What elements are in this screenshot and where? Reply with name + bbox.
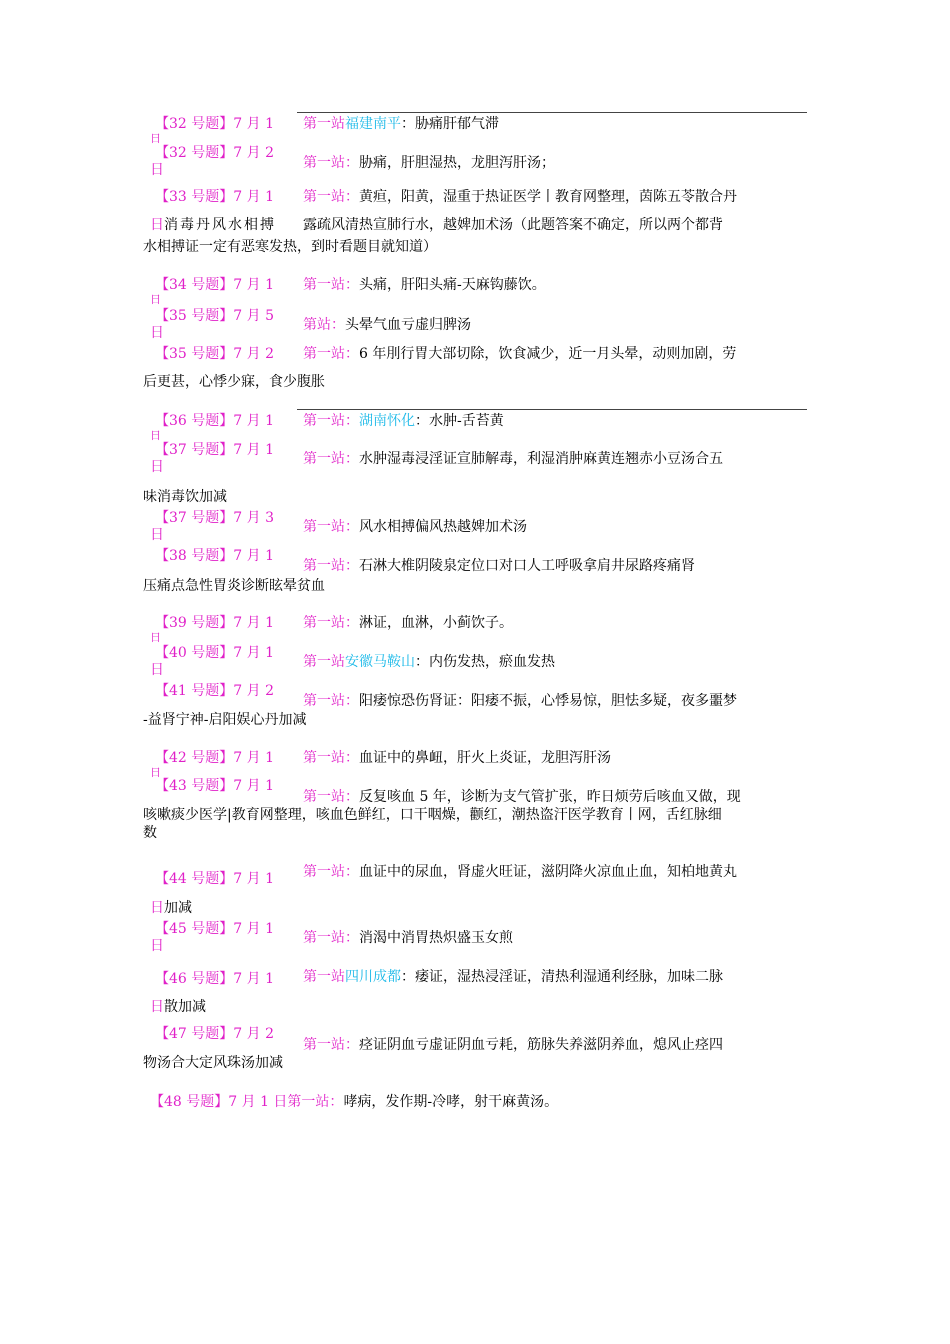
- answer-text: 水肿-舌苔黄: [429, 413, 504, 429]
- answer-line: [303, 345, 736, 363]
- question-label: 【39 号题】7 月 1: [155, 615, 274, 631]
- question-label: 【37 号题】7 月 3: [155, 510, 274, 526]
- answer-line: [303, 557, 695, 575]
- answer-text: 石淋大椎阴陵泉定位口对口人工呼吸拿肩井尿路疼痛肾: [359, 558, 695, 574]
- separator-line: [297, 409, 807, 410]
- station-place: 湖南怀化: [359, 413, 415, 429]
- answer-text: 6 年刖行胃大部切除，饮食减少，近一月头晕，动则加剧，劳: [359, 346, 737, 362]
- answer-text: 黄疸，阳黄，湿重于热证医学丨教育网整理，茵陈五苓散合丹: [359, 189, 737, 205]
- question-day: 日: [150, 938, 164, 954]
- station-place: 安徽马鞍山: [345, 654, 415, 670]
- separator-colon: ：: [415, 413, 429, 429]
- question-label: 【34 号题】7 月 1: [155, 277, 274, 293]
- station-label: 第一站：: [303, 451, 359, 467]
- station-label: 第一站：: [303, 413, 359, 429]
- question-label: 【42 号题】7 月 1: [155, 750, 274, 766]
- station-label: 第一站：: [303, 693, 359, 709]
- answer-line: [303, 115, 499, 133]
- answer-text: 风水相搏偏风热越婢加术汤: [359, 519, 527, 535]
- answer-line: [303, 412, 504, 430]
- answer-text: 反复咳血 5 年，诊断为支气管扩张，昨日烦劳后咳血又做，现: [359, 789, 741, 805]
- answer-text: 阳痿惊恐伤肾证：阳痿不振，心悸易惊，胆怯多疑，夜多噩梦: [359, 693, 737, 709]
- question-label: 【43 号题】7 月 1: [155, 778, 274, 794]
- separator-colon: ：: [401, 116, 415, 132]
- question-day: 日: [150, 631, 161, 644]
- answer-text: 痉证阴血亏虚证阴血亏耗，筋脉失养滋阴养血，熄风止痉四: [359, 1037, 723, 1053]
- question-day: 日: [150, 132, 161, 145]
- answer-text: 散加减: [164, 999, 206, 1015]
- station-label: 第一站：: [303, 277, 359, 293]
- station-label: 第一站：: [303, 864, 359, 880]
- question-day: 日: [150, 527, 164, 543]
- answer-line: [303, 863, 737, 881]
- answer-text: 胁痛，肝胆湿热，龙胆泻肝汤；: [359, 155, 555, 171]
- station-label: 第一站：: [303, 1037, 359, 1053]
- question-day: 日: [150, 766, 161, 779]
- question-day: 日: [150, 325, 164, 341]
- station-place: 四川成都: [345, 969, 401, 985]
- answer-line: [303, 614, 513, 632]
- question-label: 【38 号题】7 月 1: [155, 548, 274, 564]
- question-day: 日: [150, 293, 161, 306]
- answer-text: 水相搏证一定有恶寒发热，到时看题目就知道）: [143, 239, 437, 255]
- station-label: 第一站：: [303, 930, 359, 946]
- answer-line: [303, 749, 611, 767]
- answer-line: [150, 1093, 558, 1111]
- station-label: 第一站：: [303, 615, 359, 631]
- station-label: 第一站：: [303, 155, 359, 171]
- question-day: 日: [150, 999, 164, 1015]
- answer-text: 味消毒饮加减: [143, 489, 227, 505]
- answer-text: 压痛点急性胃炎诊断眩晕贫血: [143, 578, 325, 594]
- answer-text: 头痛，肝阳头痛-天麻钩藤饮。: [359, 277, 546, 293]
- answer-text: 头晕气血亏虚归脾汤: [345, 317, 471, 333]
- answer-line: [303, 968, 723, 986]
- station-label: 第一站：: [303, 189, 359, 205]
- separator-colon: ：: [415, 654, 429, 670]
- answer-text: 内伤发热，瘀血发热: [429, 654, 555, 670]
- question-day: 日: [150, 900, 164, 916]
- answer-line: [303, 788, 741, 806]
- answer-text: 咳嗽痰少医学|教育网整理，咳血色鲜红，口干咽燥，颧红，潮热盗汗医学教育丨网，舌红脉细: [143, 807, 722, 823]
- answer-text: 痿证，湿热浸淫证，清热利湿通利经脉，加味二脉: [415, 969, 723, 985]
- question-label: 【32 号题】7 月 2: [155, 145, 274, 161]
- separator-colon: ：: [401, 969, 415, 985]
- answer-text: 水肿湿毒浸淫证宣肺解毒，利湿消肿麻黄连翘赤小豆汤合五: [359, 451, 723, 467]
- answer-line: [303, 929, 513, 947]
- question-label: 【37 号题】7 月 1: [155, 442, 274, 458]
- answer-text: 物汤合大定风珠汤加减: [143, 1055, 283, 1071]
- question-label: 【41 号题】7 月 2: [155, 683, 274, 699]
- answer-line: [303, 653, 555, 671]
- answer-line: [303, 276, 546, 294]
- station-label: 第站：: [303, 317, 345, 333]
- question-label: 【33 号题】7 月 1: [155, 189, 274, 205]
- question-label: 【40 号题】7 月 1: [155, 645, 274, 661]
- answer-text: 血证中的鼻衄，肝火上炎证，龙胆泻肝汤: [359, 750, 611, 766]
- question-day: 日: [150, 217, 164, 233]
- answer-text: 后更甚，心悸少寐，食少腹胀: [143, 374, 325, 390]
- station-label: 第一站: [303, 116, 345, 132]
- question-label: 【46 号题】7 月 1: [155, 971, 274, 987]
- answer-text: 加减: [164, 900, 192, 916]
- question-day: 日: [150, 459, 164, 475]
- question-day: 日: [150, 662, 164, 678]
- answer-line: [303, 1036, 723, 1054]
- station-label: 第一站：: [303, 519, 359, 535]
- question-label: 【45 号题】7 月 1: [155, 921, 274, 937]
- question-continuation: [150, 998, 206, 1016]
- question-label: 【36 号题】7 月 1: [155, 413, 274, 429]
- answer-line: [303, 316, 471, 334]
- answer-text: 数: [143, 825, 157, 841]
- station-label: 第一站: [303, 654, 345, 670]
- answer-text: 血证中的尿血，肾虚火旺证，滋阴降火凉血止血，知柏地黄丸: [359, 864, 737, 880]
- question-label: 【47 号题】7 月 2: [155, 1026, 274, 1042]
- station-label: 第一站：: [303, 789, 359, 805]
- station-place: 福建南平: [345, 116, 401, 132]
- answer-text: 胁痛肝郁气滞: [415, 116, 499, 132]
- separator-line: [297, 112, 807, 113]
- answer-line: [303, 518, 527, 536]
- question-label: 【35 号题】7 月 2: [155, 346, 274, 362]
- answer-text: 露疏风清热宣肺行水，越婢加术汤（此题答案不确定，所以两个都背: [303, 217, 723, 233]
- answer-line: [303, 450, 723, 468]
- answer-text: 哮病，发作期-冷哮，射干麻黄汤。: [343, 1094, 559, 1110]
- question-day: 日: [150, 429, 161, 442]
- answer-text: 淋证，血淋，小蓟饮子。: [359, 615, 513, 631]
- station-label: 第一站: [303, 969, 345, 985]
- answer-text: 消渴中消胃热炽盛玉女煎: [359, 930, 513, 946]
- station-label: 第一站：: [303, 750, 359, 766]
- question-day: 日: [150, 162, 164, 178]
- answer-line: [303, 188, 737, 206]
- question-continuation: [150, 216, 276, 234]
- question-label: 【48 号题】7 月 1 日第一站：: [150, 1094, 344, 1110]
- answer-text: -益肾宁神-启阳娱心丹加减: [143, 712, 307, 728]
- answer-text: 消毒丹风水相搏: [164, 217, 276, 233]
- question-label: 【35 号题】7 月 5: [155, 308, 274, 324]
- question-continuation: [150, 899, 192, 917]
- answer-line: [303, 154, 555, 172]
- question-label: 【44 号题】7 月 1: [155, 871, 274, 887]
- question-label: 【32 号题】7 月 1: [155, 116, 274, 132]
- station-label: 第一站：: [303, 558, 359, 574]
- answer-line: [303, 692, 737, 710]
- station-label: 第一站：: [303, 346, 359, 362]
